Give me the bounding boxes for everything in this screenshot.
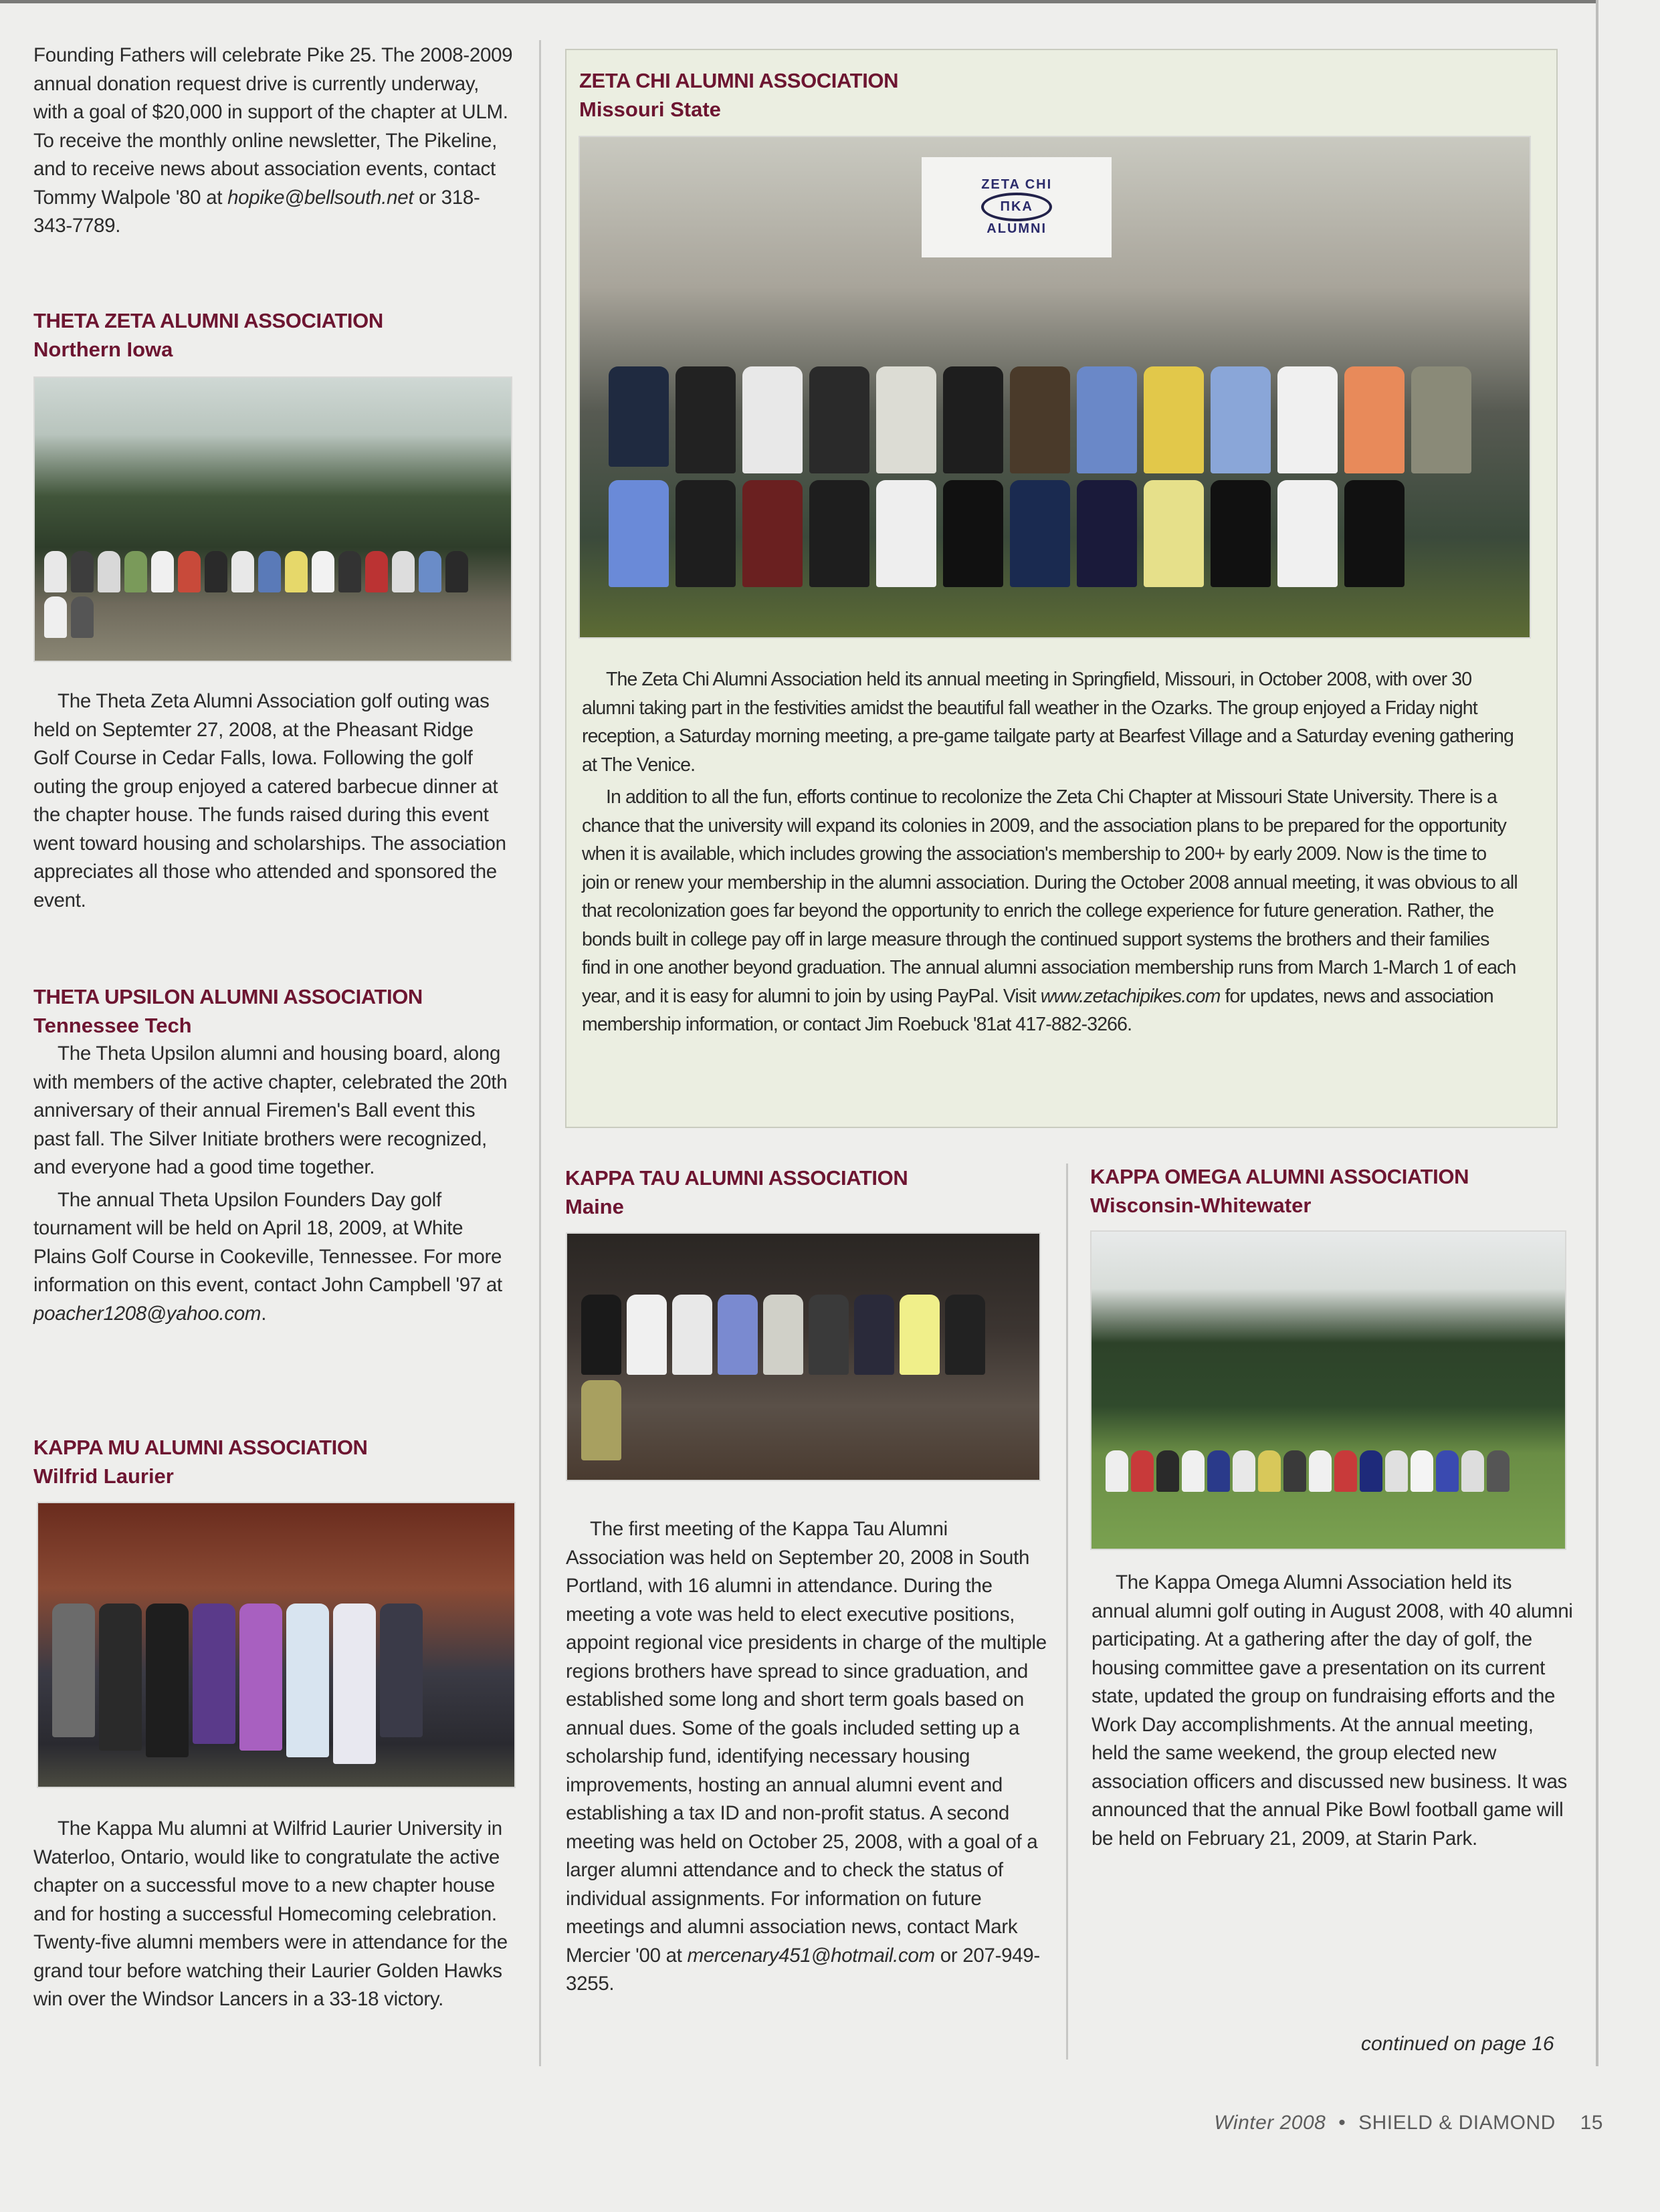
photo-kappa-tau [566,1232,1041,1481]
photo-figures [52,1543,500,1764]
section-theta-zeta [33,306,515,364]
publication-name: SHIELD & DIAMOND [1358,2112,1556,2134]
section-kappa-mu [33,1433,515,1490]
section-school: Missouri State [579,98,721,121]
column-divider-left [539,40,541,2066]
section-zeta-chi [579,66,1529,124]
kappa-mu-body: The Kappa Mu alumni at Wilfrid Laurier University in Waterloo, Ontario, would like to congratulate the active chapter on a successful move to a new chapter house and for hosting a successful Homecoming celebration. Twenty-five alumni members were in attendance for the grand tour before watching their Laurier Golden Hawks win over the Windsor Lancers in a 33-18 victory. [33,1817,508,2010]
contact-email-link[interactable]: hopike@bellsouth.net [227,186,414,209]
kappa-tau-body: The first meeting of the Kappa Tau Alumni Association was held on September 20, 2008 in South Portland, with 16 alumni in attendance. During the meeting a vote was held to elect executive positions, appoint regional vice presidents in charge of the multiple regions brothers have spread to since graduation, and established some long and short term goals based on annual dues. Some of the goals included setting up a scholarship fund, identifying necessary housing improvements, hosting an annual alumni event and establishing a tax ID and non-profit status. A second meeting was held on October 25, 2008, with a goal of a larger alumni attendance and to check the status of individual assignments. For information on future meetings and alumni association news, contact Mark Mercier '00 at mercenary451@hotmail.com or 207-949-3255. [566,1518,1047,1995]
section-heading: KAPPA MU ALUMNI ASSOCIATION [33,1436,368,1459]
top-rule [0,0,1598,3]
section-kappa-omega [1090,1162,1585,1220]
column-divider-right [1066,1164,1068,2060]
photo-figures [581,1288,1025,1460]
photo-figures [1106,1365,1551,1492]
photo-theta-zeta [33,376,512,662]
section-school: Wilfrid Laurier [33,1464,174,1488]
contact-email-link[interactable]: poacher1208@yahoo.com [33,1302,262,1325]
contact-email-link[interactable]: mercenary451@hotmail.com [687,1944,935,1967]
alumni-banner: ZETA CHI ΠΚΑ ALUMNI [922,157,1112,257]
photo-figures [609,227,1501,588]
section-school: Northern Iowa [33,338,173,361]
page-footer [1214,2112,1603,2134]
section-heading: THETA ZETA ALUMNI ASSOCIATION [33,309,383,332]
photo-figures [44,474,482,638]
zeta-chi-body: The Zeta Chi Alumni Association held its annual meeting in Springfield, Missouri, in October 2008, with over 30 alumni taking part in the festivities amidst the beautiful fall weather in the Ozarks. The group enjoyed a Friday night reception, a Saturday morning meeting, a pre-game tailgate party at Bearfest Village and a Saturday evening gathering at The Venice. In addition to all the fun, efforts continue to recolonize the Zeta Chi Chapter at Missouri State University. There is a chance that the university will expand its colonies in 2009, and the association plans to be prepared for the opportunity when it is available, which includes growing the association's membership to 200+ by early 2009. Now is the time to join or renew your membership in the alumni association. During the October 2008 annual meeting, it was obvious to all that recolonization goes far beyond the opportunity to enrich the college experience for future generation. Rather, the bonds built in college pay off in large measure through the continued support systems the brothers and their families find in one another beyond graduation. The annual alumni association membership runs from March 1-March 1 of each year, and it is easy for alumni to join by using PayPal. Visit www.zetachipikes.com for updates, news and association membership information, or contact Jim Roebuck '81at 417-882-3266. [582,669,1518,1035]
footer-separator: • [1338,2112,1346,2134]
photo-kappa-mu [37,1502,516,1788]
theta-zeta-body: The Theta Zeta Alumni Association golf outing was held on Septemter 27, 2008, at the Pheasant Ridge Golf Course in Cedar Falls, Iowa. Following the golf outing the group enjoyed a catered barbecue dinner at the chapter house. The funds raised during this event went toward housing and scholarships. The association appreciates all those who attended and sponsored the event. [33,690,506,911]
section-school: Maine [565,1195,624,1218]
section-school: Tennessee Tech [33,1014,192,1037]
right-rule [1596,0,1598,2066]
section-heading: KAPPA TAU ALUMNI ASSOCIATION [565,1166,908,1190]
issue-date: Winter 2008 [1214,2112,1326,2134]
section-heading: ZETA CHI ALUMNI ASSOCIATION [579,69,899,92]
continued-note: continued on page 16 [1361,2033,1554,2055]
section-theta-upsilon [33,982,515,1328]
section-heading: KAPPA OMEGA ALUMNI ASSOCIATION [1090,1165,1469,1188]
intro-continuation: Founding Fathers will celebrate Pike 25. The 2008-2009 annual donation request drive is currently underway, with a goal of $20,000 in support of the chapter at ULM. To receive the monthly online newsletter, The Pikeline, and to receive news about association events, contact Tommy Walpole '80 at hopike@bellsouth.net or 318-343-7789. [33,44,513,237]
website-link[interactable]: www.zetachipikes.com [1040,985,1221,1007]
kappa-omega-body: The Kappa Omega Alumni Association held its annual alumni golf outing in August 2008, with 40 alumni participating. At a gathering after the day of golf, the housing committee gave a presentation on its current state, updated the group on fundraising efforts and the Work Day accomplishments. At the annual meeting, held the same weekend, the group elected new association officers and discussed new business. It was announced that the annual Pike Bowl football game will be held on February 21, 2009, at Starin Park. [1092,1571,1573,1850]
photo-kappa-omega [1090,1230,1566,1550]
section-school: Wisconsin-Whitewater [1090,1194,1312,1217]
banner-logo: ΠΚΑ [981,193,1052,221]
page-number: 15 [1580,2112,1603,2134]
section-heading: THETA UPSILON ALUMNI ASSOCIATION [33,985,423,1008]
section-kappa-tau [565,1164,1060,1221]
photo-zeta-chi [579,136,1531,639]
theta-upsilon-body: The Theta Upsilon alumni and housing board, along with members of the active chapter, celebrated the 20th anniversary of their annual Firemen's Ball event this past fall. The Silver Initiate brothers were recognized, and everyone had a good time together. The annual Theta Upsilon Founders Day golf tournament will be held on April 18, 2009, at White Plains Golf Course in Cookeville, Tennessee. For more information on this event, contact John Campbell '97 at poacher1208@yahoo.com. [33,1042,508,1325]
